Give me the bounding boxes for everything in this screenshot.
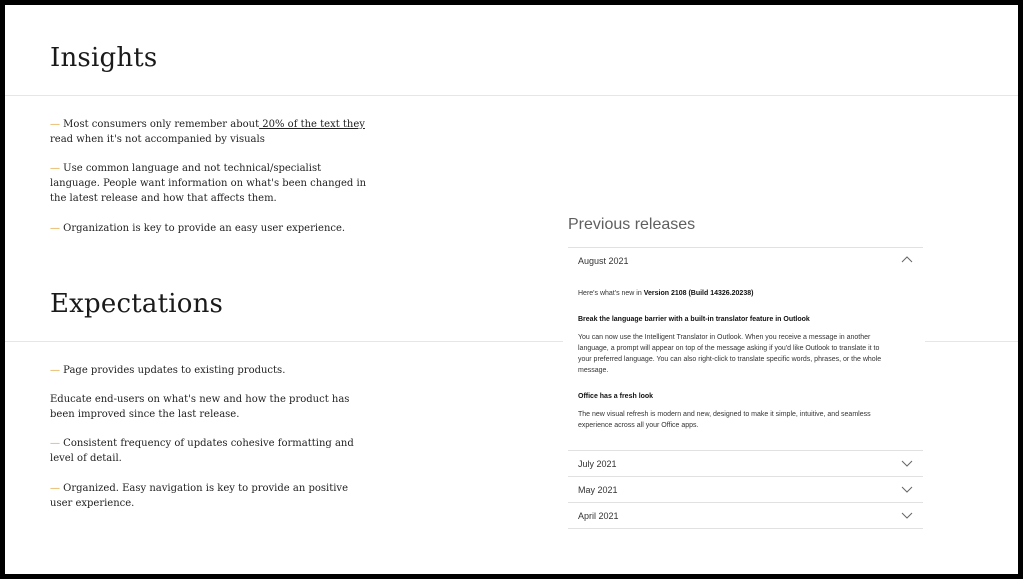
accordion-header-may-2021[interactable]: [568, 476, 923, 502]
chevron-down-icon: [901, 458, 913, 468]
divider: [5, 95, 1018, 96]
expectation-item: — Organized. Easy navigation is key to provide an positive user experience.: [50, 483, 348, 509]
chevron-down-icon: [901, 510, 913, 520]
insight-item: — Use common language and not technical/specialist language. People want information on what's been changed in the latest release and how that affects them.: [50, 163, 367, 204]
release-intro: Here's what's new in Version 2108 (Build 14326.20238): [578, 290, 754, 297]
dash-marker: —: [50, 365, 60, 376]
insights-heading: Insights: [50, 43, 158, 73]
expectation-item: — Page provides updates to existing products.: [50, 365, 286, 376]
chevron-down-icon: [901, 484, 913, 494]
accordion-label: August 2021: [578, 256, 629, 266]
insight-item: — Most consumers only remember about 20% of the text they read when it's not accompanied by visuals: [50, 119, 365, 145]
accordion-label: April 2021: [578, 511, 619, 521]
dash-marker: —: [50, 119, 60, 130]
feature-description: You can now use the Intelligent Translator in Outlook. When you receive a message in another language, a prompt will appear on top of the message asking if you'd like Outlook to translate it to your preferred language. You can also right-click to translate specific words, phrases, or the whole message.: [578, 334, 882, 374]
feature-description: The new visual refresh is modern and new, designed to make it simple, intuitive, and seamless experience across all your Office apps.: [578, 411, 871, 429]
dash-marker: —: [50, 438, 60, 449]
dash-marker: —: [50, 223, 60, 234]
expectation-item: — Consistent frequency of updates cohesive formatting and level of detail.: [50, 438, 354, 464]
expectations-heading: Expectations: [50, 289, 224, 319]
accordion-header-april-2021[interactable]: [568, 502, 923, 529]
stat-link[interactable]: 20% of the text they: [259, 119, 365, 130]
accordion-header-august-2021[interactable]: [568, 247, 923, 273]
insight-item: — Organization is key to provide an easy user experience.: [50, 223, 346, 234]
previous-releases-panel: [563, 213, 925, 543]
chevron-up-icon: [901, 255, 913, 265]
accordion-header-july-2021[interactable]: [568, 450, 923, 476]
version-number: Version 2108 (Build 14326.20238): [643, 290, 754, 297]
expectation-item: Educate end-users on what's new and how the product has been improved since the last release.: [50, 394, 350, 420]
accordion-label: May 2021: [578, 485, 618, 495]
dash-marker: —: [50, 483, 60, 494]
feature-title: Office has a fresh look: [578, 393, 654, 400]
accordion-label: July 2021: [578, 459, 617, 469]
feature-title: Break the language barrier with a built-in translator feature in Outlook: [578, 316, 810, 323]
dash-marker: —: [50, 163, 60, 174]
releases-title: Previous releases: [568, 216, 696, 233]
page: [5, 5, 1018, 574]
